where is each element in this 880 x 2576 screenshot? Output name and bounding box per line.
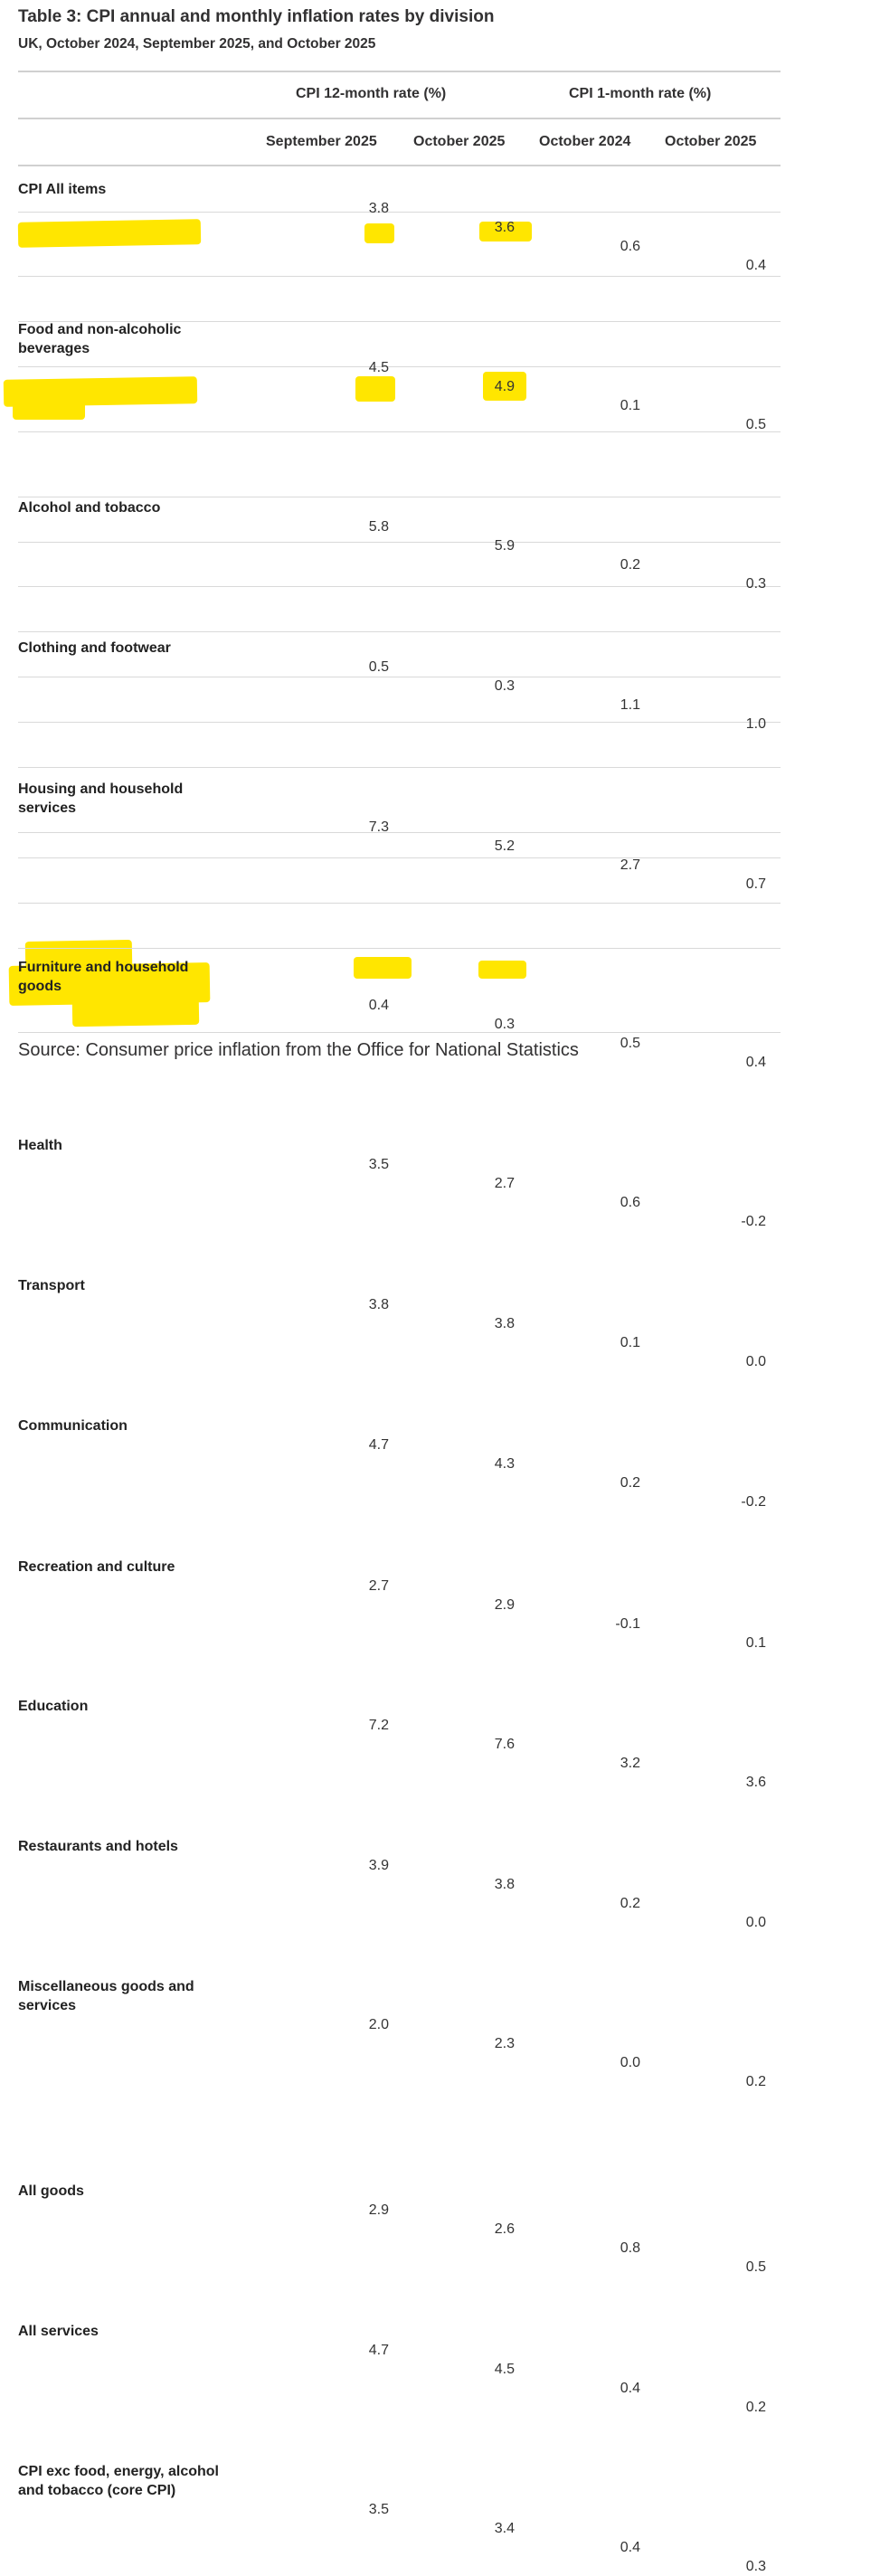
highlight-core-sep bbox=[354, 957, 412, 979]
row-label: Communication bbox=[18, 1418, 128, 1434]
table-cell: 0.1 bbox=[745, 1635, 766, 1651]
row-label: Alcohol and tobacco bbox=[18, 500, 161, 516]
table-cell: 1.0 bbox=[745, 716, 766, 732]
table-cell: 2.7 bbox=[620, 857, 640, 873]
table-cell: 0.2 bbox=[620, 1896, 640, 1911]
table-cell: 3.9 bbox=[368, 1858, 389, 1873]
table-cell: 2.6 bbox=[494, 2221, 515, 2237]
table-cell: 0.7 bbox=[745, 876, 766, 892]
table-cell: 0.2 bbox=[620, 1475, 640, 1491]
header-bottom-rule bbox=[18, 165, 781, 166]
row-label: Furniture and household goods bbox=[18, 960, 189, 994]
table-cell: 3.6 bbox=[745, 1775, 766, 1790]
table-cell: 0.3 bbox=[494, 1017, 515, 1032]
source-note: Source: Consumer price inflation from the Office for National Statistics bbox=[18, 1040, 579, 1060]
table-cell: 4.5 bbox=[494, 2362, 515, 2377]
table-cell: 7.2 bbox=[368, 1718, 389, 1733]
row-label: Recreation and culture bbox=[18, 1559, 175, 1575]
table-cell: 5.2 bbox=[494, 838, 515, 854]
table-cell: 0.4 bbox=[620, 2540, 640, 2555]
row-divider bbox=[18, 631, 781, 632]
highlight-housing-sep bbox=[355, 376, 395, 402]
highlight-core-oct bbox=[478, 961, 526, 979]
table-cell: 0.3 bbox=[494, 678, 515, 694]
table-cell: 4.7 bbox=[368, 2343, 389, 2358]
header-divider bbox=[18, 118, 781, 119]
row-label: Transport bbox=[18, 1278, 85, 1293]
row-label: Housing and household services bbox=[18, 781, 184, 816]
table-cell: 0.0 bbox=[620, 2055, 640, 2070]
table-cell: 0.5 bbox=[368, 659, 389, 675]
table-title: Table 3: CPI annual and monthly inflation rates by division bbox=[18, 7, 495, 26]
table-cell: 3.4 bbox=[494, 2521, 515, 2536]
row-divider bbox=[18, 903, 781, 904]
table-cell: 3.5 bbox=[368, 2502, 389, 2517]
table-cell: 4.9 bbox=[494, 379, 515, 394]
table-cell: 2.7 bbox=[494, 1176, 515, 1191]
row-label: Health bbox=[18, 1138, 62, 1153]
row-divider bbox=[18, 276, 781, 277]
table-cell: 0.2 bbox=[745, 2074, 766, 2089]
table-cell: 0.1 bbox=[620, 1335, 640, 1350]
table-cell: 3.6 bbox=[494, 220, 515, 235]
row-divider bbox=[18, 832, 781, 833]
header-cpi-12-month: CPI 12-month rate (%) bbox=[296, 86, 447, 101]
table-cell: 0.6 bbox=[620, 239, 640, 254]
table-cell: -0.1 bbox=[615, 1616, 640, 1632]
table-cell: -0.2 bbox=[741, 1214, 766, 1229]
table-bottom-rule bbox=[18, 1032, 781, 1033]
table-cell: 5.9 bbox=[494, 538, 515, 554]
row-divider bbox=[18, 431, 781, 432]
table-cell: 0.2 bbox=[620, 557, 640, 573]
highlight-housing-label-2 bbox=[13, 402, 85, 420]
highlight-food-sep bbox=[364, 223, 394, 243]
table-cell: 3.8 bbox=[494, 1877, 515, 1892]
table-cell: 1.1 bbox=[620, 697, 640, 713]
table-cell: 2.9 bbox=[368, 2202, 389, 2218]
table-cell: 4.5 bbox=[368, 360, 389, 375]
table-cell: 0.8 bbox=[620, 2240, 640, 2256]
row-divider bbox=[18, 767, 781, 768]
table-cell: 3.8 bbox=[368, 201, 389, 216]
row-label: Clothing and footwear bbox=[18, 640, 171, 656]
table-cell: 2.7 bbox=[368, 1578, 389, 1594]
table-cell: 3.2 bbox=[620, 1756, 640, 1771]
table-cell: 0.2 bbox=[745, 2400, 766, 2415]
highlight-food-label bbox=[18, 219, 201, 248]
table-cell: 2.0 bbox=[368, 2017, 389, 2032]
table-cell: 0.6 bbox=[620, 1195, 640, 1210]
table-cell: 0.3 bbox=[745, 2559, 766, 2574]
row-divider bbox=[18, 212, 781, 213]
row-label: Miscellaneous goods and services bbox=[18, 1979, 194, 2013]
row-divider bbox=[18, 542, 781, 543]
row-label: All services bbox=[18, 2324, 99, 2339]
row-divider bbox=[18, 722, 781, 723]
table-cell: 0.4 bbox=[745, 1055, 766, 1070]
table-top-rule bbox=[18, 71, 781, 72]
table-cell: 2.3 bbox=[494, 2036, 515, 2051]
table-cell: 3.5 bbox=[368, 1157, 389, 1172]
row-divider bbox=[18, 586, 781, 587]
row-divider bbox=[18, 366, 781, 367]
table-cell: 0.5 bbox=[745, 417, 766, 432]
table-cell: 4.3 bbox=[494, 1456, 515, 1472]
highlight-core-label-3 bbox=[72, 999, 199, 1027]
table-cell: 4.7 bbox=[368, 1437, 389, 1453]
table-cell: -0.2 bbox=[741, 1494, 766, 1510]
row-divider bbox=[18, 948, 781, 949]
table-cell: 5.8 bbox=[368, 519, 389, 535]
col-header-sep-2025-12m: September 2025 bbox=[266, 134, 377, 149]
table-cell: 0.4 bbox=[745, 258, 766, 273]
col-header-oct-2025-1m: October 2025 bbox=[665, 134, 757, 149]
table-subtitle: UK, October 2024, September 2025, and October 2025 bbox=[18, 36, 376, 52]
row-label: All goods bbox=[18, 2183, 84, 2199]
table-cell: 0.4 bbox=[620, 2381, 640, 2396]
table-cell: 0.4 bbox=[368, 998, 389, 1013]
table-cell: 7.6 bbox=[494, 1737, 515, 1752]
header-cpi-1-month: CPI 1-month rate (%) bbox=[569, 86, 712, 101]
col-header-oct-2024-1m: October 2024 bbox=[539, 134, 631, 149]
table-cell: 0.0 bbox=[745, 1354, 766, 1369]
table-cell: 0.0 bbox=[745, 1915, 766, 1930]
table-cell: 3.8 bbox=[368, 1297, 389, 1312]
row-label: Restaurants and hotels bbox=[18, 1839, 178, 1854]
table-cell: 7.3 bbox=[368, 819, 389, 835]
table-cell: 0.5 bbox=[620, 1036, 640, 1051]
table-cell: 0.3 bbox=[745, 576, 766, 592]
table-cell: 3.8 bbox=[494, 1316, 515, 1331]
row-label: Education bbox=[18, 1699, 89, 1714]
row-label: Food and non-alcoholic beverages bbox=[18, 322, 182, 356]
row-label: CPI All items bbox=[18, 182, 107, 197]
row-label: CPI exc food, energy, alcohol and tobacco (core CPI) bbox=[18, 2464, 219, 2498]
table-cell: 0.1 bbox=[620, 398, 640, 413]
table-cell: 0.5 bbox=[745, 2259, 766, 2275]
table-cell: 2.9 bbox=[494, 1597, 515, 1613]
row-divider bbox=[18, 857, 781, 858]
col-header-oct-2025-12m: October 2025 bbox=[413, 134, 506, 149]
